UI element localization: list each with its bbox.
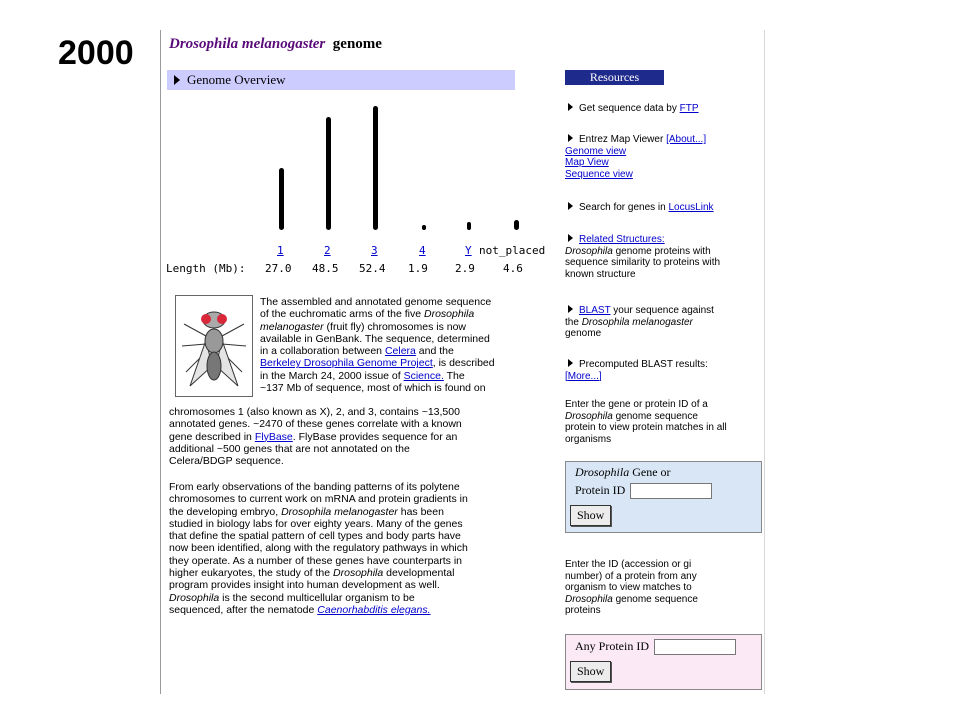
chromosome-y-link[interactable]: Y: [465, 244, 472, 257]
chromosome-4-link[interactable]: 4: [419, 244, 426, 257]
ftp-link[interactable]: FTP: [679, 103, 699, 114]
flybase-link[interactable]: FlyBase: [254, 430, 293, 443]
chromosome-2-bar[interactable]: [326, 117, 331, 230]
celera-link[interactable]: Celera: [384, 345, 416, 358]
entrez-map-viewer-item: Entrez Map Viewer [About...] Genome view Map View Sequence view: [565, 134, 707, 180]
length-label: Length (Mb):: [166, 262, 246, 275]
any-protein-id-form: Any Protein ID Show: [565, 634, 762, 690]
fruit-fly-icon: [176, 296, 252, 396]
chromosome-unplaced-bar[interactable]: [514, 220, 519, 230]
triangle-right-icon: [568, 134, 573, 142]
any-protein-id-input[interactable]: [654, 639, 736, 655]
blast-item: BLAST your sequence against the Drosophila melanogaster genome: [565, 305, 714, 339]
triangle-right-icon: [568, 359, 573, 367]
ftp-item: Get sequence data by FTP: [565, 103, 765, 115]
chromosome-4-bar[interactable]: [422, 225, 426, 230]
length-value: 27.0: [265, 262, 292, 275]
intro-paragraph-2: From early observations of the banding patterns of its polytene chromosomes to current work on mRNA and protein gradients in the developing embryo, Drosophila melanogaster has been studied in biology labs for over eighty years. Many of the genes that define the spatial pattern of cell types and body parts have now been identified, along with the regulatory pathways in which they operate. As a number of these genes have counterparts in higher eukaryotes, the study of the Drosophila developmental program provides insight into human development as well. Drosophila is the second multicellular organism to be sequenced, after the nematode Caenorhabditis elegans.: [169, 481, 468, 616]
locuslink-link[interactable]: LocusLink: [668, 202, 714, 213]
chromosome-2-link[interactable]: 2: [324, 244, 331, 257]
chromosome-y-bar[interactable]: [467, 222, 471, 230]
length-value: 52.4: [359, 262, 386, 275]
show-button[interactable]: Show: [570, 661, 611, 682]
triangle-right-icon: [174, 75, 180, 85]
intro-paragraph-1-cont: chromosomes 1 (also known as X), 2, and 3, contains ~13,500 annotated genes. ~2470 of these genes correlate with a known gene described in FlyBase. FlyBase provides sequence for an additional ~500 genes that are not annotated on the Celera/BDGP sequence.: [169, 406, 462, 468]
genome-view-link[interactable]: Genome view: [565, 145, 627, 157]
triangle-right-icon: [568, 234, 573, 242]
chromosome-1-bar[interactable]: [279, 168, 284, 230]
intro-paragraph-1: The assembled and annotated genome sequence of the euchromatic arms of the five Drosophila melanogaster (fruit fly) chromosomes is now available in GenBank. The sequence, determined in a collaboration between Celera and the Berkeley Drosophila Genome Project, is described in the March 24, 2000 issue of Science. The ~137 Mb of sequence, most of which is found on: [260, 296, 495, 395]
triangle-right-icon: [568, 202, 573, 210]
science-link[interactable]: Science.: [403, 369, 444, 382]
show-button[interactable]: Show: [570, 505, 611, 526]
map-view-link[interactable]: Map View: [565, 157, 609, 168]
sequence-view-link[interactable]: Sequence view: [565, 168, 633, 180]
chromosome-3-link[interactable]: 3: [371, 244, 378, 257]
about-link[interactable]: [About...]: [666, 134, 707, 145]
related-structures-link[interactable]: Related Structures:: [579, 234, 665, 245]
page-title: [169, 36, 382, 53]
resources-header: Resources: [565, 70, 664, 85]
title-rest: genome: [332, 36, 382, 52]
slide-year: 2000: [58, 34, 134, 72]
gene-protein-id-input[interactable]: [630, 483, 712, 499]
c-elegans-link[interactable]: Caenorhabditis elegans.: [317, 603, 431, 616]
more-link[interactable]: [More...]: [565, 370, 602, 382]
enter-id-instructions: Enter the ID (accession or gi number) of a protein from any organism to view matches to Drosophila genome sequence proteins: [565, 559, 698, 616]
genome-overview-label: Genome Overview: [187, 72, 286, 87]
fruit-fly-image: [175, 295, 253, 397]
title-species: Drosophila melanogaster: [169, 36, 326, 52]
blast-link[interactable]: BLAST: [579, 305, 611, 316]
precomputed-blast-item: Precomputed BLAST results: [More...]: [565, 359, 708, 382]
enter-gene-instructions: Enter the gene or protein ID of a Drosophila genome sequence protein to view protein matches in all organisms: [565, 399, 727, 445]
locuslink-item: Search for genes in LocusLink: [565, 202, 765, 214]
chromosome-1-link[interactable]: 1: [277, 244, 284, 257]
length-value: 48.5: [312, 262, 339, 275]
genome-overview-bar[interactable]: [167, 70, 515, 90]
gene-protein-id-form: Drosophila Gene or Protein ID Show: [565, 461, 762, 533]
length-value: 2.9: [455, 262, 475, 275]
related-structures-item: Related Structures: Drosophila genome proteins with sequence similarity to proteins with known structure: [565, 234, 721, 280]
length-value: 4.6: [503, 262, 523, 275]
triangle-right-icon: [568, 103, 573, 111]
chromosome-unplaced-label: not_placed: [479, 244, 546, 257]
bdgp-link[interactable]: Berkeley Drosophila Genome Project: [260, 357, 433, 370]
length-value: 1.9: [408, 262, 428, 275]
chromosome-3-bar[interactable]: [373, 106, 378, 230]
triangle-right-icon: [568, 305, 573, 313]
